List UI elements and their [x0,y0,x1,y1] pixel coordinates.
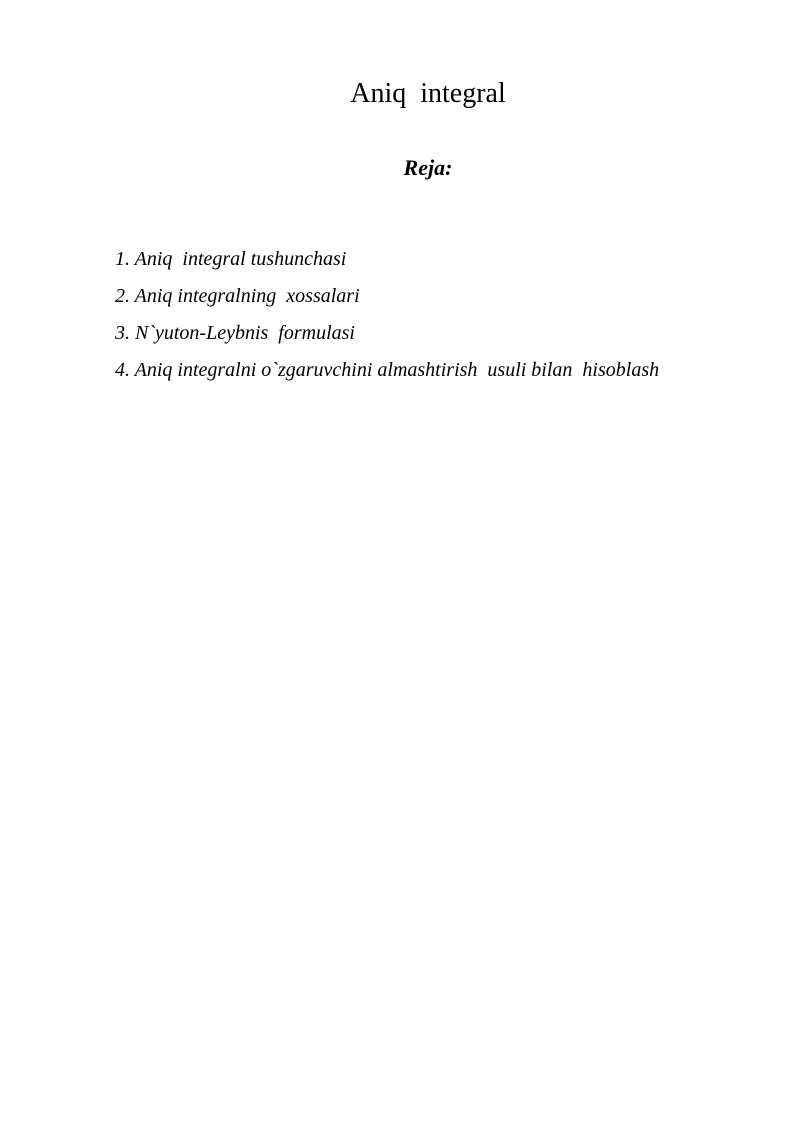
plan-heading: Reja: [403,155,453,180]
plan-item-1: 1. Aniq integral tushunchasi [115,248,347,270]
plan-item-4: 4. Aniq integralni o`zgaruvchini almashtirish usuli bilan hisoblash [115,359,660,381]
plan-item-3: 3. N`yuton-Leybnis formulasi [115,322,355,344]
plan-item-2: 2. Aniq integralning xossalari [115,285,360,307]
document-title: Aniq integral [350,78,506,109]
plan-list [115,245,659,393]
